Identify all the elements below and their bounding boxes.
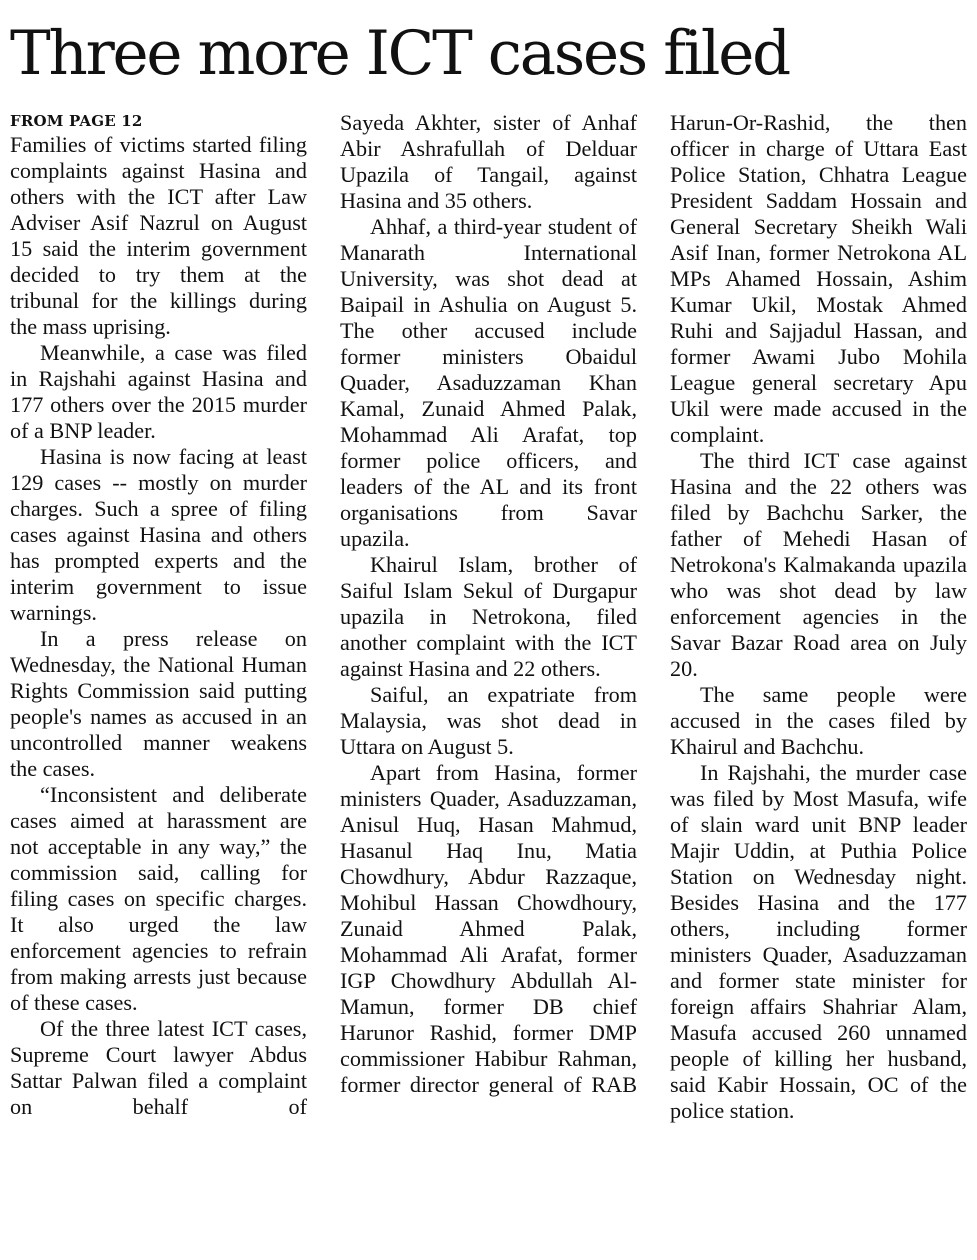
article-column-3 (670, 110, 967, 1124)
article-column-2 (340, 110, 637, 1098)
paragraph: Ahhaf, a third-year student of Manarath International University, was shot dead at Baipail in Ashulia on August 5. The other accused include former ministers Obaidul Quader, Asaduzzaman Khan Kamal, Zunaid Ahmed Palak, Mohammad Ali Arafat, top former police officers, and leaders of the AL and its front organisations from Savar upazila. (340, 214, 637, 551)
paragraph: The third ICT case against Hasina and the 22 others was filed by Bachchu Sarker, the father of Mehedi Hasan of Netrokona's Kalmakanda upazila who was shot dead by law enforcement agencies in the Savar Bazar Road area on July 20. (670, 448, 967, 681)
paragraph: Apart from Hasina, former ministers Quader, Asaduzzaman, Anisul Huq, Hasan Mahmud, Hasanul Haq Inu, Matia Chowdhury, Abdur Razzaque, Mohibul Hassan Chowdhoury, Zunaid Ahmed Palak, Mohammad Ali Arafat, former IGP Chowdhury Abdullah Al-Mamun, former DB chief Harunor Rashid, former DMP commissioner Habibur Rahman, former director general of RAB (340, 760, 637, 1097)
paragraph: Of the three latest ICT cases, Supreme Court lawyer Abdus Sattar Palwan filed a complaint on behalf of (10, 1016, 307, 1119)
continuation-kicker: FROM PAGE 12 (10, 112, 143, 130)
paragraph: Saiful, an expatriate from Malaysia, was shot dead in Uttara on August 5. (340, 682, 637, 759)
paragraph: Hasina is now facing at least 129 cases -- mostly on murder charges. Such a spree of filing cases against Hasina and others has prompted experts and the interim government to issue warnings. (10, 444, 307, 625)
paragraph: Families of victims started filing complaints against Hasina and others with the ICT after Law Adviser Asif Nazrul on August 15 said the interim government decided to try them at the tribunal for the killings during the mass uprising. (10, 132, 307, 339)
headline: Three more ICT cases filed (10, 18, 789, 89)
paragraph: In a press release on Wednesday, the National Human Rights Commission said putting people's names as accused in an uncontrolled manner weakens the cases. (10, 626, 307, 781)
article-column-1 (10, 110, 307, 1120)
paragraph: “Inconsistent and deliberate cases aimed at harassment are not acceptable in any way,” the commission said, calling for filing cases on specific charges. It also urged the law enforcement agencies to refrain from making arrests just because of these cases. (10, 782, 307, 1015)
paragraph: Sayeda Akhter, sister of Anhaf Abir Ashrafullah of Delduar Upazila of Tangail, against Hasina and 35 others. (340, 110, 637, 213)
paragraph: Khairul Islam, brother of Saiful Islam Sekul of Durgapur upazila in Netrokona, filed another complaint with the ICT against Hasina and 22 others. (340, 552, 637, 681)
paragraph: Harun-Or-Rashid, the then officer in charge of Uttara East Police Station, Chhatra League President Saddam Hossain and General Secretary Sheikh Wali Asif Inan, former Netrokona AL MPs Ahamed Hossain, Ashim Kumar Ukil, Mostak Ahmed Ruhi and Sajjadul Hassan, and former Awami Jubo Mohila League general secretary Apu Ukil were made accused in the complaint. (670, 110, 967, 447)
paragraph: Meanwhile, a case was filed in Rajshahi against Hasina and 177 others over the 2015 murder of a BNP leader. (10, 340, 307, 443)
paragraph: In Rajshahi, the murder case was filed by Most Masufa, wife of slain ward unit BNP leader Majir Uddin, at Puthia Police Station on Wednesday night. Besides Hasina and the 177 others, including former ministers Quader, Asaduzzaman and former state minister for foreign affairs Shahriar Alam, Masufa accused 260 unnamed people of killing her husband, said Kabir Hossain, OC of the police station. (670, 760, 967, 1123)
paragraph: The same people were accused in the cases filed by Khairul and Bachchu. (670, 682, 967, 759)
